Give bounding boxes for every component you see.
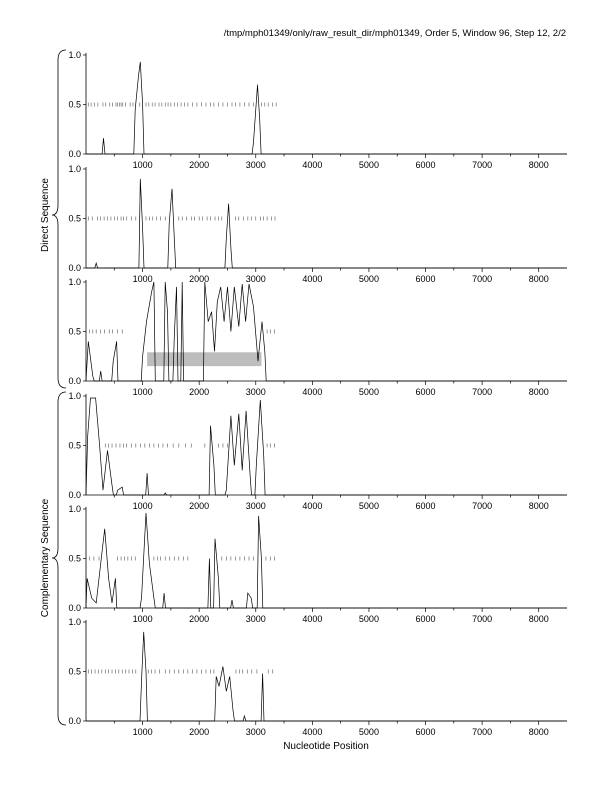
- x-tick-label: 6000: [415, 387, 436, 397]
- panel-5: [68, 504, 567, 624]
- x-tick-label: 2000: [189, 160, 210, 170]
- x-tick-label: 2000: [189, 274, 210, 284]
- x-tick-label: 1000: [132, 614, 153, 624]
- x-tick-label: 1000: [132, 387, 153, 397]
- y-tick-label: 1.0: [68, 164, 81, 174]
- x-tick-label: 8000: [528, 727, 549, 737]
- y-tick-label: 0.0: [68, 716, 81, 726]
- x-tick-label: 5000: [358, 614, 379, 624]
- y-tick-label: 1.0: [68, 277, 81, 287]
- x-tick-label: 2000: [189, 614, 210, 624]
- x-tick-label: 6000: [415, 274, 436, 284]
- y-tick-label: 0.0: [68, 149, 81, 159]
- x-tick-label: 4000: [302, 160, 323, 170]
- coding-probability-line: [86, 62, 567, 154]
- x-tick-label: 4000: [302, 274, 323, 284]
- x-tick-label: 2000: [189, 501, 210, 511]
- y-tick-label: 1.0: [68, 391, 81, 401]
- x-tick-label: 2000: [189, 727, 210, 737]
- y-tick-label: 1.0: [68, 617, 81, 627]
- y-tick-label: 1.0: [68, 504, 81, 514]
- x-tick-label: 1000: [132, 274, 153, 284]
- x-tick-label: 3000: [245, 501, 266, 511]
- y-tick-label: 0.5: [68, 440, 81, 451]
- x-tick-label: 8000: [528, 274, 549, 284]
- panel-2: [68, 164, 567, 284]
- x-tick-label: 4000: [302, 614, 323, 624]
- panel-6: [68, 617, 567, 737]
- panel-3: [68, 277, 567, 397]
- panel-4: [68, 391, 567, 511]
- x-tick-label: 8000: [528, 160, 549, 170]
- plot-header-title: /tmp/mph01349/only/raw_result_dir/mph01349, Order 5, Window 96, Step 12, 2/2: [223, 28, 566, 39]
- y-tick-label: 0.0: [68, 490, 81, 500]
- x-tick-label: 5000: [358, 160, 379, 170]
- y-tick-label: 0.5: [68, 666, 81, 677]
- y-tick-label: 0.5: [68, 99, 81, 110]
- y-tick-label: 0.5: [68, 213, 81, 224]
- coding-probability-line: [86, 179, 567, 268]
- x-tick-label: 5000: [358, 501, 379, 511]
- x-tick-label: 1000: [132, 160, 153, 170]
- x-tick-label: 3000: [245, 274, 266, 284]
- panel-1: [68, 50, 567, 170]
- x-tick-label: 1000: [132, 501, 153, 511]
- x-tick-label: 3000: [245, 614, 266, 624]
- x-tick-label: 6000: [415, 160, 436, 170]
- y-tick-label: 1.0: [68, 50, 81, 60]
- y-tick-label: 0.0: [68, 603, 81, 613]
- x-tick-label: 5000: [358, 727, 379, 737]
- x-tick-label: 7000: [472, 727, 493, 737]
- x-tick-label: 8000: [528, 387, 549, 397]
- y-tick-label: 0.5: [68, 326, 81, 337]
- x-tick-label: 5000: [358, 387, 379, 397]
- y-tick-label: 0.0: [68, 263, 81, 273]
- x-tick-label: 3000: [245, 160, 266, 170]
- x-tick-label: 8000: [528, 501, 549, 511]
- x-tick-label: 4000: [302, 501, 323, 511]
- x-tick-label: 1000: [132, 727, 153, 737]
- x-tick-label: 8000: [528, 614, 549, 624]
- x-tick-label: 6000: [415, 614, 436, 624]
- x-tick-label: 7000: [472, 501, 493, 511]
- panels-container: [68, 50, 567, 737]
- x-tick-label: 7000: [472, 160, 493, 170]
- group-label-complementary: Complementary Sequence: [40, 498, 51, 618]
- group-brace-complementary: [52, 392, 66, 725]
- x-tick-label: 6000: [415, 501, 436, 511]
- x-tick-label: 7000: [472, 614, 493, 624]
- x-tick-label: 3000: [245, 727, 266, 737]
- x-tick-label: 7000: [472, 387, 493, 397]
- x-tick-label: 2000: [189, 387, 210, 397]
- x-tick-label: 4000: [302, 387, 323, 397]
- x-tick-label: 5000: [358, 274, 379, 284]
- group-brace-direct: [52, 50, 66, 388]
- y-tick-label: 0.5: [68, 553, 81, 564]
- group-label-direct: Direct Sequence: [40, 178, 51, 252]
- x-tick-label: 3000: [245, 387, 266, 397]
- y-tick-label: 0.0: [68, 376, 81, 386]
- x-axis-label: Nucleotide Position: [283, 741, 369, 752]
- coding-probability-line: [86, 632, 567, 721]
- x-tick-label: 4000: [302, 727, 323, 737]
- x-tick-label: 6000: [415, 727, 436, 737]
- coding-probability-line: [86, 513, 567, 608]
- x-tick-label: 7000: [472, 274, 493, 284]
